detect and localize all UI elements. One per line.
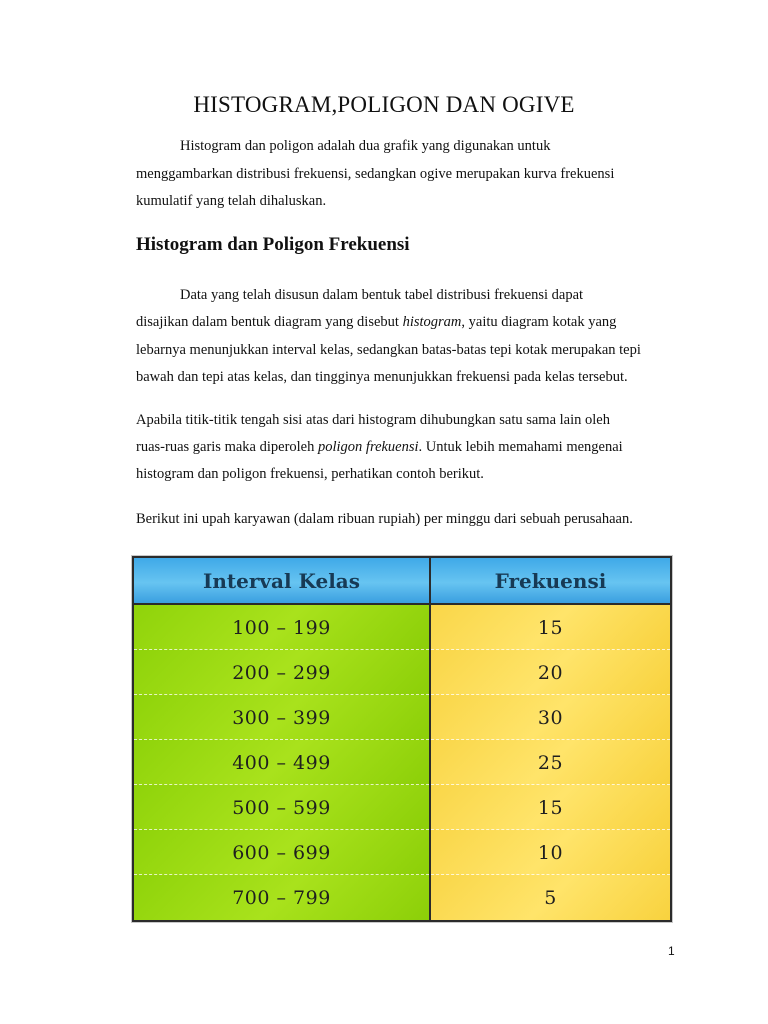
table-cell-frequency: 20 [431,650,670,695]
intro-line-2: menggambarkan distribusi frekuensi, sedangkan ogive merupakan kurva frekuensi [136,166,615,182]
table-cell-interval: 400 – 499 [134,740,431,785]
table-cell-interval: 200 – 299 [134,650,431,695]
para2-line-2: ruas-ruas garis maka diperoleh poligon frekuensi. Untuk lebih memahami mengenai [136,439,623,455]
para1-line-2: disajikan dalam bentuk diagram yang disebut histogram, yaitu diagram kotak yang [136,314,617,330]
section-heading: Histogram dan Poligon Frekuensi [136,234,410,255]
table-cell-interval: 700 – 799 [134,875,431,920]
header-interval: Interval Kelas [134,558,431,605]
table-cell-interval: 500 – 599 [134,785,431,830]
para2-line-1: Apabila titik-titik tengah sisi atas dari histogram dihubungkan satu sama lain oleh [136,412,610,428]
table-cell-frequency: 5 [431,875,670,920]
para3-line: Berikut ini upah karyawan (dalam ribuan rupiah) per minggu dari sebuah perusahaan. [136,511,633,527]
table-cell-frequency: 15 [431,605,670,650]
table-cell-frequency: 10 [431,830,670,875]
para1-line-3: lebarnya menunjukkan interval kelas, sedangkan batas-batas tepi kotak merupakan tepi [136,342,641,358]
para1-line-1: Data yang telah disusun dalam bentuk tabel distribusi frekuensi dapat [180,287,584,303]
page-title: HISTOGRAM,POLIGON DAN OGIVE [193,92,575,117]
intro-line-3: kumulatif yang telah dihaluskan. [136,193,327,209]
table-cell-frequency: 15 [431,785,670,830]
emphasis-histogram: histogram [402,314,462,330]
table-cell-interval: 100 – 199 [134,605,431,650]
page-number: 1 [668,944,675,958]
table-cell-interval: 300 – 399 [134,695,431,740]
para1-line-4: bawah dan tepi atas kelas, dan tingginya menunjukkan frekuensi pada kelas tersebut. [136,369,628,385]
table-cell-interval: 600 – 699 [134,830,431,875]
intro-line-1: Histogram dan poligon adalah dua grafik yang digunakan untuk [180,138,551,154]
header-frequency: Frekuensi [431,558,670,605]
table-cell-frequency: 25 [431,740,670,785]
emphasis-poligon: poligon frekuensi [318,439,419,455]
para2-line-3: histogram dan poligon frekuensi, perhatikan contoh berikut. [136,466,484,482]
table-cell-frequency: 30 [431,695,670,740]
frequency-table [132,556,672,922]
